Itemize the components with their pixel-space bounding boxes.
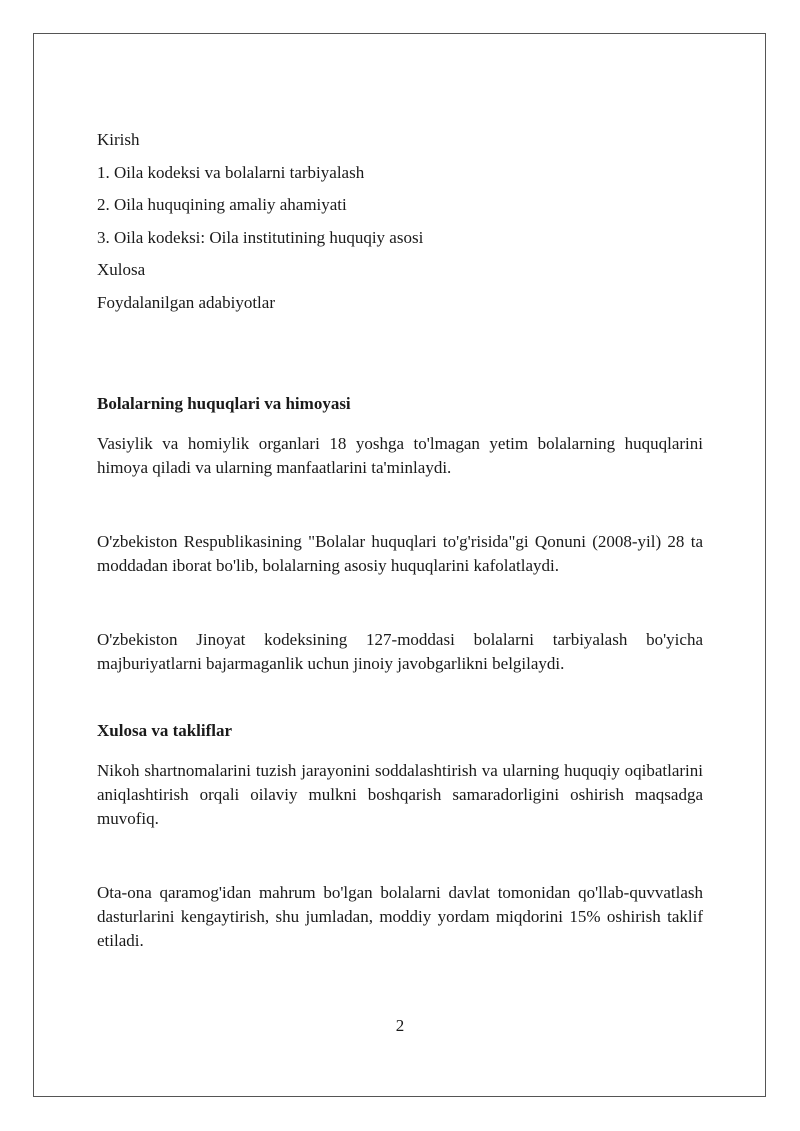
toc-item-references: Foydalanilgan adabiyotlar: [97, 292, 275, 312]
toc-item-chapter-1: 1. Oila kodeksi va bolalarni tarbiyalash: [97, 162, 365, 182]
table-of-contents: [97, 128, 703, 315]
paragraph: Nikoh shartnomalarini tuzish jarayonini soddalashtirish va ularning huquqiy oqibatlarini aniqlashtirish orqali oilaviy mulkni boshqarish samaradorligini oshirish maqsadga muvofiq.: [97, 760, 703, 828]
section-heading-children-rights: Bolalarning huquqlari va himoyasi: [97, 393, 351, 413]
toc-item-intro: Kirish: [97, 130, 140, 149]
paragraph: O'zbekiston Respublikasining "Bolalar huquqlari to'g'risida"gi Qonuni (2008-yil) 28 ta moddadan iborat bo'lib, bolalarning asosiy huquqlarini kafolatlaydi.: [97, 531, 703, 575]
document-body: [97, 128, 703, 953]
page-number: 2: [395, 1016, 405, 1035]
paragraph: Vasiylik va homiylik organlari 18 yoshga to'lmagan yetim bolalarning huquqlarini himoya qiladi va ularning manfaatlarini ta'minlaydi.: [97, 433, 703, 477]
section-heading-conclusions: Xulosa va takliflar: [97, 720, 233, 740]
paragraph: O'zbekiston Jinoyat kodeksining 127-moddasi bolalarni tarbiyalash bo'yicha majburiyatlarni bajarmaganlik uchun jinoiy javobgarlikni belgilaydi.: [97, 629, 703, 673]
toc-item-conclusion: Xulosa: [97, 260, 146, 280]
toc-item-chapter-2: 2. Oila huquqining amaliy ahamiyati: [97, 195, 347, 215]
toc-item-chapter-3: 3. Oila kodeksi: Oila institutining huquqiy asosi: [97, 227, 424, 247]
paragraph: Ota-ona qaramog'idan mahrum bo'lgan bolalarni davlat tomonidan qo'llab-quvvatlash dasturlarini kengaytirish, shu jumladan, moddiy yordam miqdorini 15% oshirish taklif etiladi.: [97, 882, 703, 950]
